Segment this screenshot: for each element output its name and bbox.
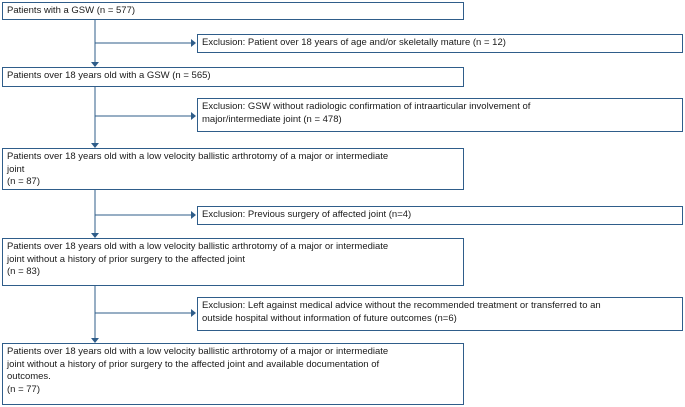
arrowhead-exclusion-4: [191, 309, 196, 317]
flow-box-no-prior-surgery: Patients over 18 years old with a low velocity ballistic arthrotomy of a major or intermediate joint without a history of prior surgery to the affected joint (n = 83): [2, 238, 464, 286]
exclusion-box-no-radiologic-confirmation: Exclusion: GSW without radiologic confirmation of intraarticular involvement of major/intermediate joint (n = 478): [197, 98, 683, 132]
flow-box-final-cohort: Patients over 18 years old with a low velocity ballistic arthrotomy of a major or intermediate joint without a history of prior surgery to the affected joint and available documentation of outcomes. (n = 77): [2, 343, 464, 405]
arrowhead-exclusion-1: [191, 39, 196, 47]
exclusion-box-previous-surgery: Exclusion: Previous surgery of affected joint (n=4): [197, 206, 683, 225]
flow-box-arthrotomy: Patients over 18 years old with a low velocity ballistic arthrotomy of a major or intermediate joint (n = 87): [2, 148, 464, 190]
exclusion-box-lost-to-follow-up: Exclusion: Left against medical advice without the recommended treatment or transferred to an outside hospital without information of future outcomes (n=6): [197, 297, 683, 331]
arrowhead-exclusion-2: [191, 112, 196, 120]
arrowhead-exclusion-3: [191, 211, 196, 219]
flow-box-over-18: Patients over 18 years old with a GSW (n = 565): [2, 67, 464, 87]
exclusion-box-skeletal-maturity: Exclusion: Patient over 18 years of age and/or skeletally mature (n = 12): [197, 34, 683, 53]
flow-box-total: Patients with a GSW (n = 577): [2, 2, 464, 20]
